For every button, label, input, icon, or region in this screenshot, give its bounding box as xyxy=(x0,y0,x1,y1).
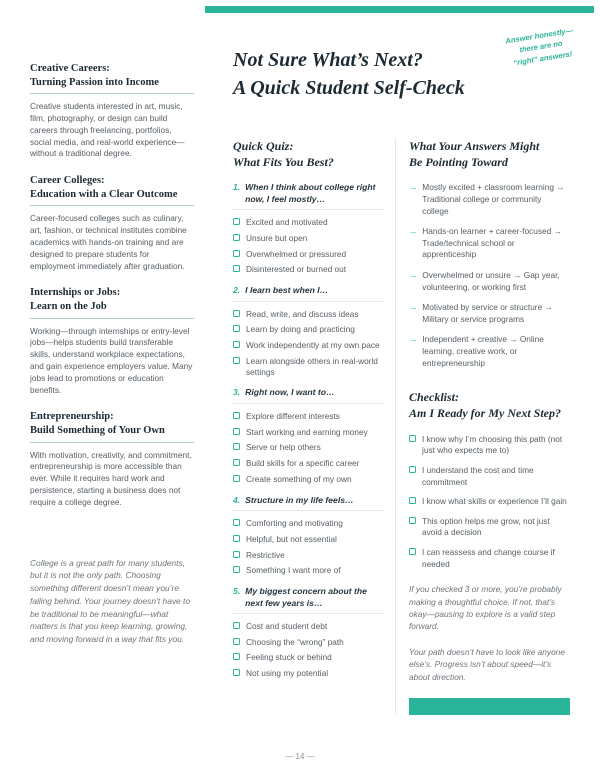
answer-pointer-text: Independent + creative → Online learning, creative work, or entrepreneurship xyxy=(422,334,544,368)
section-heading xyxy=(30,410,194,442)
checkbox[interactable] xyxy=(233,669,240,676)
section-body: Creative students interested in art, music, film, photography, or design can build careers through freelancing, portfolios, social media, and real-world experience—without a traditional degree. xyxy=(30,101,185,159)
checkbox[interactable] xyxy=(233,622,240,629)
page-header xyxy=(233,25,574,102)
path-note: Your path doesn’t have to look like anyone else’s. Progress isn’t about speed—it’s about direction. xyxy=(409,646,565,682)
checkbox[interactable] xyxy=(233,265,240,272)
checklist-item xyxy=(409,496,570,508)
question-number: 2. xyxy=(233,285,241,296)
quiz-option xyxy=(233,340,385,351)
option-label: Learn by doing and practicing xyxy=(246,324,355,335)
checkbox[interactable] xyxy=(233,341,240,348)
option-label: Not using my potential xyxy=(246,668,329,679)
answer-pointer-item xyxy=(409,270,570,293)
quiz-option xyxy=(233,458,385,469)
quiz-option xyxy=(233,474,385,485)
option-label: Start working and earning money xyxy=(246,426,368,437)
option-label: Unsure but open xyxy=(246,232,308,243)
checkbox[interactable] xyxy=(233,428,240,435)
section-heading-line2: Education with a Clear Outcome xyxy=(30,188,178,200)
checklist-item xyxy=(409,434,570,457)
quiz-option xyxy=(233,427,385,438)
checklist-label: I know what skills or experience I’ll gain xyxy=(422,496,567,507)
section-heading xyxy=(30,286,194,318)
option-label: Excited and motivated xyxy=(246,217,328,228)
left-note: College is a great path for many students, but it is not the only path. Choosing something different doesn’t mean you’re falling behind. Your journey doesn’t have to be traditional to be meaningful—what matters is that you keep learning, growing, and moving forward in a way that fits you. xyxy=(30,557,191,645)
checkbox[interactable] xyxy=(233,325,240,332)
answer-pointer-item xyxy=(409,226,570,261)
checkbox[interactable] xyxy=(409,497,416,504)
checkbox[interactable] xyxy=(233,638,240,645)
quiz-option xyxy=(233,356,385,378)
checklist-label: I can reassess and change course if needed xyxy=(422,546,555,569)
quiz-option xyxy=(233,565,385,576)
page-title-line1: Not Sure What’s Next? xyxy=(233,49,423,71)
question-number: 4. xyxy=(233,494,241,505)
checkbox[interactable] xyxy=(409,435,416,442)
left-section-creative-careers xyxy=(30,62,194,160)
option-label: Read, write, and discuss ideas xyxy=(246,308,359,319)
option-label: Something I want more of xyxy=(246,565,341,576)
question-text: Structure in my life feels… xyxy=(245,494,354,505)
main-content xyxy=(233,25,574,715)
quiz-option xyxy=(233,668,385,679)
page-title-line2: A Quick Student Self-Check xyxy=(233,77,465,99)
quiz-column xyxy=(233,138,385,715)
section-heading xyxy=(30,174,194,206)
quiz-question xyxy=(233,387,385,484)
option-label: Disinterested or burned out xyxy=(246,264,347,275)
arrow-icon: → xyxy=(409,302,418,313)
quiz-option xyxy=(233,621,385,632)
section-body: With motivation, creativity, and commitment, entrepreneurship is more accessible than ever. While it requires hard work and persistence, starting a business does not require a college degree. xyxy=(30,449,192,507)
checklist-label: This option helps me grow, not just avoid a decision xyxy=(422,515,550,538)
section-body: Working—through internships or entry-level jobs—helps students build transferable skills, understand workplace expectations, and gain experience employers value. Many jobs lead to promotions or education benefits. xyxy=(30,325,193,395)
checkbox[interactable] xyxy=(233,519,240,526)
arrow-icon: → xyxy=(409,182,418,193)
section-body: Career-focused colleges such as culinary, art, fashion, or technical institutes combine academics with hands-on training and are designed to prepare students for employment immediately after graduation. xyxy=(30,213,187,271)
option-label: Learn alongside others in real-world settings xyxy=(246,355,378,377)
section-heading-line1: Entrepreneurship: xyxy=(30,411,114,423)
quiz-heading-line2: What Fits You Best? xyxy=(233,155,334,170)
question-heading xyxy=(233,586,385,614)
quiz-option xyxy=(233,652,385,663)
quiz-question xyxy=(233,285,385,377)
question-text: When I think about college right now, I feel mostly… xyxy=(245,182,376,204)
quiz-question xyxy=(233,586,385,679)
section-heading-line1: Internships or Jobs: xyxy=(30,287,121,299)
question-text: I learn best when I… xyxy=(245,285,329,296)
checkbox[interactable] xyxy=(233,412,240,419)
quiz-option xyxy=(233,442,385,453)
handwritten-note: Answer honestly— there are no “right” answers! xyxy=(504,25,574,68)
answer-pointer-text: Mostly excited + classroom learning → Traditional college or community college xyxy=(422,182,565,216)
left-section-career-colleges xyxy=(30,174,194,272)
question-number: 1. xyxy=(233,182,241,193)
quiz-option xyxy=(233,324,385,335)
quiz-heading xyxy=(233,138,385,170)
option-label: Helpful, but not essential xyxy=(246,533,337,544)
section-heading-line2: Learn on the Job xyxy=(30,301,107,313)
quiz-option xyxy=(233,518,385,529)
answer-pointer-text: Motivated by service or structure → Military or service programs xyxy=(422,302,553,324)
checkbox[interactable] xyxy=(233,218,240,225)
checkbox[interactable] xyxy=(233,653,240,660)
checkbox[interactable] xyxy=(233,535,240,542)
quiz-option xyxy=(233,217,385,228)
arrow-icon: → xyxy=(409,270,418,281)
checklist-heading-line2: Am I Ready for My Next Step? xyxy=(409,406,561,421)
section-heading-line1: Career Colleges: xyxy=(30,175,105,187)
quiz-option xyxy=(233,637,385,648)
answers-heading xyxy=(409,138,570,170)
columns xyxy=(233,138,570,715)
checkbox[interactable] xyxy=(233,357,240,364)
checklist-item xyxy=(409,547,570,570)
checkbox[interactable] xyxy=(409,466,416,473)
checkbox[interactable] xyxy=(409,548,416,555)
checkbox[interactable] xyxy=(409,517,416,524)
checkbox[interactable] xyxy=(233,459,240,466)
question-heading xyxy=(233,285,385,301)
answer-pointer-text: Hands-on learner + career-focused → Trade/technical school or apprenticeship xyxy=(422,226,562,260)
answers-heading-line2: Be Pointing Toward xyxy=(409,155,508,170)
checklist-heading xyxy=(409,389,570,421)
option-label: Explore different interests xyxy=(246,410,340,421)
quiz-option xyxy=(233,534,385,545)
option-label: Feeling stuck or behind xyxy=(246,652,332,663)
checklist-item xyxy=(409,465,570,488)
section-heading xyxy=(30,62,194,94)
answer-pointer-item xyxy=(409,302,570,325)
left-section-entrepreneurship xyxy=(30,410,194,508)
checklist-label: I understand the cost and time commitment xyxy=(422,464,534,487)
section-heading-line2: Turning Passion into Income xyxy=(30,76,159,88)
left-section-internships-jobs xyxy=(30,286,194,396)
quiz-question xyxy=(233,182,385,275)
arrow-icon: → xyxy=(409,334,418,345)
quiz-option xyxy=(233,249,385,260)
arrow-icon: → xyxy=(409,226,418,237)
checkbox[interactable] xyxy=(233,310,240,317)
section-heading-line2: Build Something of Your Own xyxy=(30,424,165,436)
question-number: 5. xyxy=(233,586,241,597)
page-number: — 14 — xyxy=(285,752,315,761)
question-text: My biggest concern about the next few years is… xyxy=(245,586,367,608)
left-column xyxy=(30,62,194,646)
question-heading xyxy=(233,387,385,403)
answer-pointer-item xyxy=(409,334,570,369)
answer-pointer-item xyxy=(409,182,570,217)
checklist-heading-line1: Checklist: xyxy=(409,390,459,405)
checklist-label: I know why I’m choosing this path (not just who expects me to) xyxy=(422,433,563,456)
quiz-option xyxy=(233,233,385,244)
top-accent-bar xyxy=(205,6,594,13)
option-label: Create something of my own xyxy=(246,473,352,484)
quiz-option xyxy=(233,309,385,320)
answers-column xyxy=(395,138,570,715)
question-heading xyxy=(233,182,385,210)
checkbox[interactable] xyxy=(233,443,240,450)
option-label: Cost and student debt xyxy=(246,620,328,631)
question-heading xyxy=(233,495,385,511)
quiz-option xyxy=(233,550,385,561)
bottom-accent-bar xyxy=(409,698,570,715)
checkbox[interactable] xyxy=(233,475,240,482)
checkbox[interactable] xyxy=(233,250,240,257)
quiz-option xyxy=(233,411,385,422)
section-heading-line1: Creative Careers: xyxy=(30,63,110,74)
checkbox[interactable] xyxy=(233,234,240,241)
quiz-heading-line1: Quick Quiz: xyxy=(233,139,294,153)
option-label: Comforting and motivating xyxy=(246,518,343,529)
checkbox[interactable] xyxy=(233,566,240,573)
checkbox[interactable] xyxy=(233,551,240,558)
answer-pointer-text: Overwhelmed or unsure → Gap year, volunteering, or working first xyxy=(422,270,560,292)
option-label: Choosing the “wrong” path xyxy=(246,636,344,647)
question-text: Right now, I want to… xyxy=(245,387,335,398)
option-label: Restrictive xyxy=(246,549,285,560)
question-number: 3. xyxy=(233,387,241,398)
quiz-question xyxy=(233,495,385,576)
option-label: Serve or help others xyxy=(246,442,321,453)
checklist-item xyxy=(409,516,570,539)
quiz-option xyxy=(233,264,385,275)
option-label: Build skills for a specific career xyxy=(246,458,360,469)
option-label: Overwhelmed or pressured xyxy=(246,248,347,259)
answers-heading-line1: What Your Answers Might xyxy=(409,139,540,153)
option-label: Work independently at my own pace xyxy=(246,340,380,351)
result-note: If you checked 3 or more, you’re probably making a thoughtful choice. If not, that’s okay—pausing to explore is a valid step forward. xyxy=(409,584,562,632)
